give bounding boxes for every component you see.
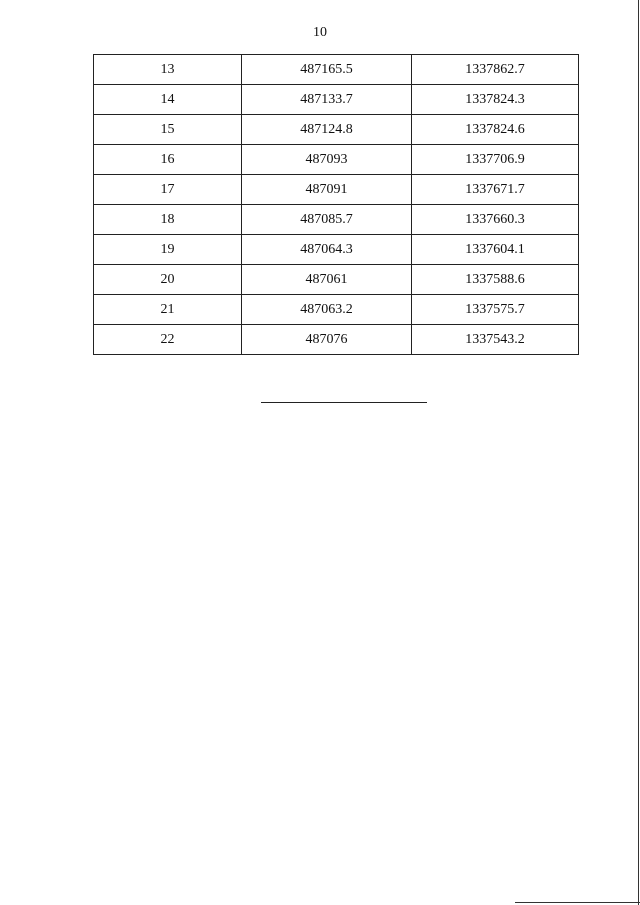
- table-row: [94, 85, 579, 115]
- point-number-cell: 19: [94, 235, 242, 265]
- y-coordinate-cell: 1337824.6: [412, 115, 579, 145]
- table-row: [94, 235, 579, 265]
- y-coordinate-cell: 1337824.3: [412, 85, 579, 115]
- table-row: [94, 145, 579, 175]
- y-coordinate-cell: 1337706.9: [412, 145, 579, 175]
- point-number-cell: 13: [94, 55, 242, 85]
- x-coordinate-cell: 487076: [242, 325, 412, 355]
- coordinates-table: [93, 54, 579, 355]
- x-coordinate-cell: 487063.2: [242, 295, 412, 325]
- x-coordinate-cell: 487124.8: [242, 115, 412, 145]
- x-coordinate-cell: 487061: [242, 265, 412, 295]
- y-coordinate-cell: 1337588.6: [412, 265, 579, 295]
- table-row: [94, 325, 579, 355]
- y-coordinate-cell: 1337543.2: [412, 325, 579, 355]
- point-number-cell: 21: [94, 295, 242, 325]
- table-row: [94, 115, 579, 145]
- x-coordinate-cell: 487064.3: [242, 235, 412, 265]
- point-number-cell: 17: [94, 175, 242, 205]
- table-row: [94, 175, 579, 205]
- scan-edge-bottom: [515, 902, 640, 903]
- x-coordinate-cell: 487093: [242, 145, 412, 175]
- point-number-cell: 20: [94, 265, 242, 295]
- y-coordinate-cell: 1337671.7: [412, 175, 579, 205]
- table-row: [94, 205, 579, 235]
- y-coordinate-cell: 1337660.3: [412, 205, 579, 235]
- table-row: [94, 265, 579, 295]
- separator-line: [261, 402, 427, 403]
- y-coordinate-cell: 1337862.7: [412, 55, 579, 85]
- scan-edge-right: [638, 0, 639, 905]
- x-coordinate-cell: 487165.5: [242, 55, 412, 85]
- point-number-cell: 16: [94, 145, 242, 175]
- table-row: [94, 295, 579, 325]
- page-number: 10: [313, 25, 327, 40]
- y-coordinate-cell: 1337604.1: [412, 235, 579, 265]
- x-coordinate-cell: 487091: [242, 175, 412, 205]
- point-number-cell: 18: [94, 205, 242, 235]
- table-row: [94, 55, 579, 85]
- point-number-cell: 22: [94, 325, 242, 355]
- point-number-cell: 15: [94, 115, 242, 145]
- x-coordinate-cell: 487085.7: [242, 205, 412, 235]
- y-coordinate-cell: 1337575.7: [412, 295, 579, 325]
- point-number-cell: 14: [94, 85, 242, 115]
- x-coordinate-cell: 487133.7: [242, 85, 412, 115]
